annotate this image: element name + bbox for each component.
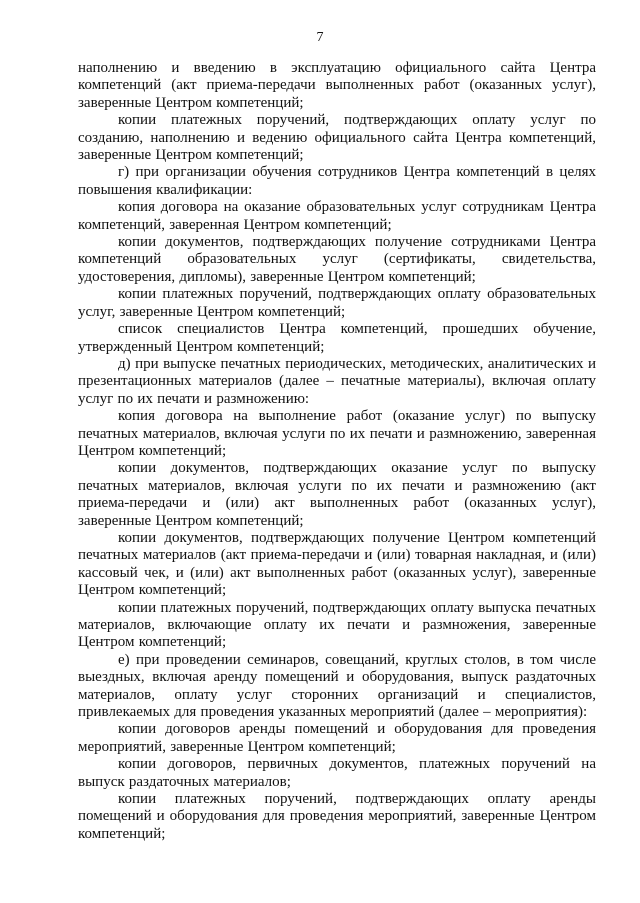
paragraph: е) при проведении семинаров, совещаний, круглых столов, в том числе выездных, включая аренду помещений и оборудования, выпуск раздаточных материалов, оплату услуг сторонних организаций и специалистов, привлекаемых для проведения указанных мероприятий (далее – мероприятия):	[78, 651, 596, 721]
paragraph: копии платежных поручений, подтверждающих оплату услуг по созданию, наполнению и ведению официального сайта Центра компетенций, заверенные Центром компетенций;	[78, 112, 596, 164]
paragraph: копия договора на выполнение работ (оказание услуг) по выпуску печатных материалов, включая услуги по их печати и размножению, заверенная Центром компетенций;	[78, 408, 596, 459]
paragraph: копия договора на оказание образовательных услуг сотрудникам Центра компетенций, заверенная Центром компетенций;	[78, 199, 596, 233]
paragraph: список специалистов Центра компетенций, прошедших обучение, утвержденный Центром компетенций;	[78, 321, 596, 355]
paragraph: копии договоров, первичных документов, платежных поручений на выпуск раздаточных материалов;	[78, 756, 596, 790]
paragraph: наполнению и введению в эксплуатацию официального сайта Центра компетенций (акт приема-передачи выполненных работ (оказанных услуг), заверенные Центром компетенций;	[78, 60, 596, 111]
paragraph: копии платежных поручений, подтверждающих оплату аренды помещений и оборудования для проведения мероприятий, заверенные Центром компетенций;	[78, 791, 596, 842]
paragraph: копии документов, подтверждающих получение Центром компетенций печатных материалов (акт приема-передачи и (или) товарная накладная, и (или) кассовый чек, и (или) акт выполненных работ (оказанных услуг), заверенные Центром компетенций;	[78, 529, 596, 599]
document-body	[78, 60, 596, 843]
paragraph: д) при выпуске печатных периодических, методических, аналитических и презентационных материалов (далее – печатные материалы), включая оплату услуг по их печати и размножению:	[78, 355, 596, 407]
paragraph: копии документов, подтверждающих оказание услуг по выпуску печатных материалов, включая услуги по их печати и размножению (акт приема-передачи и (или) акт выполненных работ (оказанных услуг), заверенные Центром компетенций;	[78, 460, 596, 529]
paragraph: копии договоров аренды помещений и оборудования для проведения мероприятий, заверенные Центром компетенций;	[78, 721, 596, 755]
paragraph: копии документов, подтверждающих получение сотрудниками Центра компетенций образовательных услуг (сертификаты, свидетельства, удостоверения, дипломы), заверенные Центром компетенций;	[78, 234, 596, 285]
page-number: 7	[316, 30, 324, 45]
paragraph: копии платежных поручений, подтверждающих оплату выпуска печатных материалов, включающие оплату их печати и размножения, заверенные Центром компетенций;	[78, 599, 596, 651]
paragraph: копии платежных поручений, подтверждающих оплату образовательных услуг, заверенные Центром компетенций;	[78, 286, 596, 320]
paragraph: г) при организации обучения сотрудников Центра компетенций в целях повышения квалификации:	[78, 164, 596, 198]
